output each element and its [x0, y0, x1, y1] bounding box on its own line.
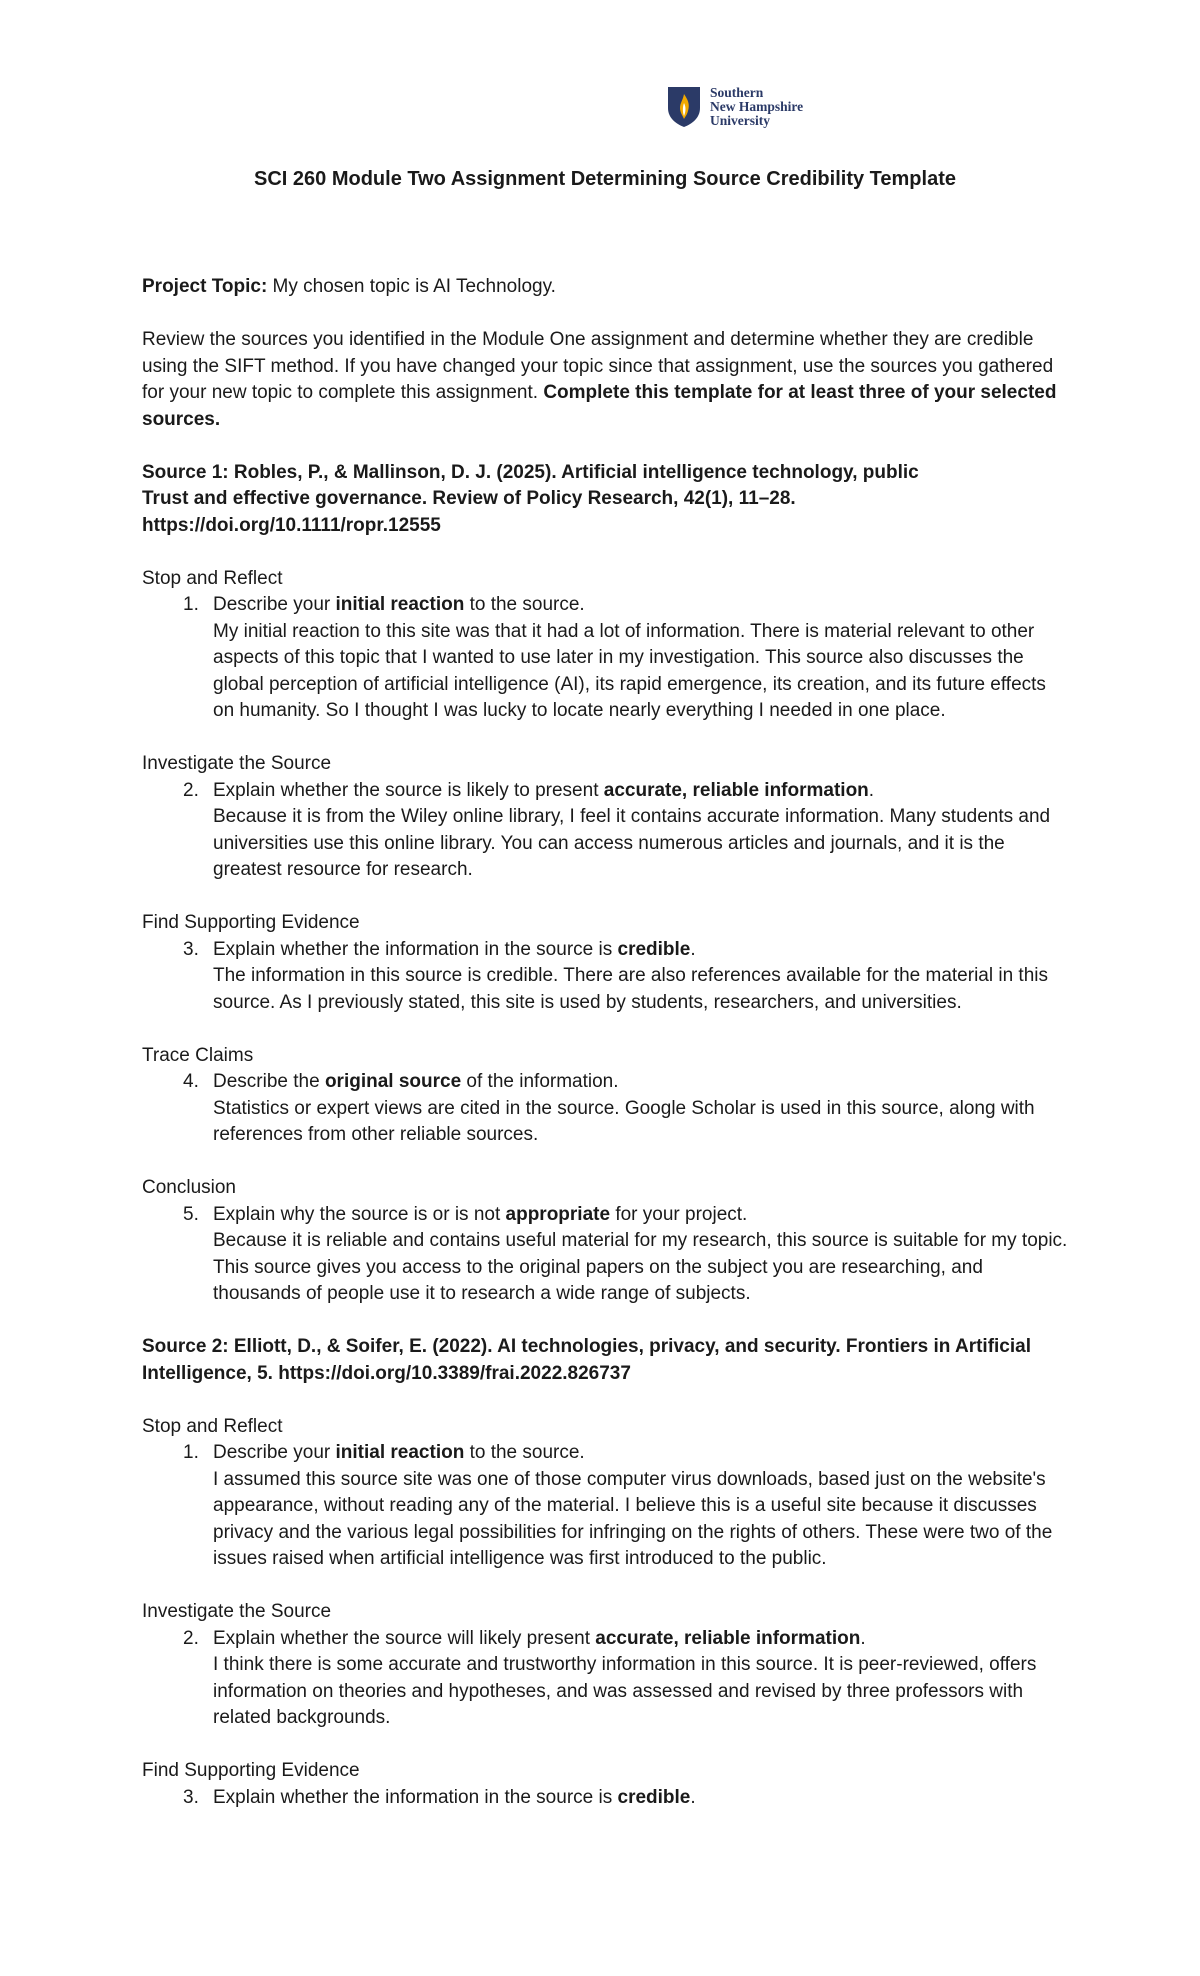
document-body — [142, 274, 1068, 1811]
source-2-section-investigate — [142, 1599, 1068, 1732]
question-number: 5. — [183, 1203, 199, 1225]
answer-text: The information in this source is credible. There are also references available for the material in this source. As I previously stated, this site is used by students, researchers, and universities. — [213, 965, 1048, 1013]
section-label: Conclusion — [142, 1177, 236, 1198]
question-item — [142, 1202, 1068, 1229]
answer-text: I think there is some accurate and trustworthy information in this source. It is peer-reviewed, offers information on theories and hypotheses, and was assessed and revised by three professors with related backgrounds. — [213, 1654, 1037, 1728]
question-number: 2. — [183, 779, 199, 801]
logo-text — [710, 86, 803, 128]
answer-text: Because it is reliable and contains useful material for my research, this source is suitable for my topic. This source gives you access to the original papers on the subject you are researching, and thousands of people use it to research a wide range of subjects. — [213, 1230, 1068, 1304]
instructions — [142, 327, 1068, 433]
answer-text: My initial reaction to this site was that it had a lot of information. There is material relevant to other aspects of this topic that I wanted to use later in my investigation. This source also discusses the global perception of artificial intelligence (AI), its rapid emergence, its creation, and its future effects on humanity. So I thought I was lucky to locate nearly everything I needed in one place. — [213, 620, 1046, 721]
question-text: Explain why the source is or is not appropriate for your project. — [213, 1203, 748, 1225]
question-item — [142, 1069, 1068, 1096]
source-1-section-investigate — [142, 751, 1068, 884]
question-item — [142, 937, 1068, 964]
instructions-bold: Complete this template for at least three of your selected sources. — [142, 382, 1057, 430]
section-label: Investigate the Source — [142, 1601, 332, 1622]
source-2-heading: Source 2: Elliott, D., & Soifer, E. (2022). AI technologies, privacy, and security. Frontiers in Artificial Intelligence, 5. https://doi.org/10.3389/frai.2022.826737 — [142, 1336, 1032, 1384]
logo-line-1: Southern — [710, 85, 764, 100]
source-2-section-supporting-evidence — [142, 1758, 1068, 1811]
project-topic — [142, 274, 1068, 301]
shield-flame-icon — [667, 86, 701, 128]
answer-text: I assumed this source site was one of those computer virus downloads, based just on the website's appearance, without reading any of the material. I believe this is a useful site because it discusses privacy and the various legal possibilities for infringing on the rights of others. These were two of the issues raised when artificial intelligence was first introduced to the public. — [213, 1468, 1053, 1569]
question-item — [142, 592, 1068, 619]
logo-line-3: University — [710, 113, 770, 128]
source-1-heading-line-2: Trust and effective governance. Review of Policy Research, 42(1), 11–28. — [142, 488, 796, 509]
section-label: Trace Claims — [142, 1044, 254, 1066]
project-topic-label: Project Topic: — [142, 276, 268, 297]
question-item — [142, 1626, 1068, 1653]
source-1-section-supporting-evidence — [142, 910, 1068, 1016]
question-text: Explain whether the information in the source is credible. — [213, 1786, 696, 1808]
question-text: Describe your initial reaction to the source. — [213, 594, 585, 615]
section-label: Stop and Reflect — [142, 1415, 283, 1437]
section-label: Investigate the Source — [142, 753, 332, 774]
question-number: 1. — [183, 1442, 199, 1463]
university-logo — [667, 86, 803, 128]
question-item — [142, 778, 1068, 805]
source-1-section-conclusion — [142, 1175, 1068, 1308]
project-topic-text: My chosen topic is AI Technology. — [267, 276, 556, 297]
source-1-heading — [142, 460, 1068, 540]
source-1-heading-line-1: Source 1: Robles, P., & Mallinson, D. J. (2025). Artificial intelligence technology, public — [142, 461, 919, 483]
logo-line-2: New Hampshire — [710, 99, 804, 114]
section-label: Find Supporting Evidence — [142, 1760, 360, 1781]
source-1-section-stop-reflect — [142, 566, 1068, 725]
question-text: Explain whether the source is likely to present accurate, reliable information. — [213, 779, 875, 801]
section-label: Find Supporting Evidence — [142, 912, 360, 933]
source-2-section-stop-reflect — [142, 1414, 1068, 1573]
document-title: SCI 260 Module Two Assignment Determining Source Credibility Template — [254, 168, 956, 190]
question-number: 1. — [183, 594, 199, 615]
question-number: 2. — [183, 1627, 199, 1649]
answer-text: Because it is from the Wiley online library, I feel it contains accurate information. Many students and universities use this online library. You can access numerous articles and journals, and it is the greatest resource for research. — [213, 806, 1051, 880]
question-item — [142, 1440, 1068, 1467]
question-number: 3. — [183, 1786, 199, 1808]
source-1-heading-line-3: https://doi.org/10.1111/ropr.12555 — [142, 514, 441, 536]
answer-text: Statistics or expert views are cited in the source. Google Scholar is used in this source, along with references from other reliable sources. — [213, 1097, 1035, 1145]
question-text: Explain whether the source will likely present accurate, reliable information. — [213, 1627, 866, 1649]
instructions-text: Review the sources you identified in the Module One assignment and determine whether they are credible using the SIFT method. If you have changed your topic since that assignment, use the sources you gathered for your new topic to complete this assignment. — [142, 329, 1054, 403]
question-text: Describe the original source of the information. — [213, 1071, 619, 1092]
question-text: Describe your initial reaction to the source. — [213, 1442, 585, 1463]
source-1-section-trace-claims — [142, 1043, 1068, 1149]
section-label: Stop and Reflect — [142, 567, 283, 589]
question-number: 3. — [183, 938, 199, 960]
question-item — [142, 1785, 1068, 1812]
question-number: 4. — [183, 1071, 199, 1092]
question-text: Explain whether the information in the source is credible. — [213, 938, 696, 960]
